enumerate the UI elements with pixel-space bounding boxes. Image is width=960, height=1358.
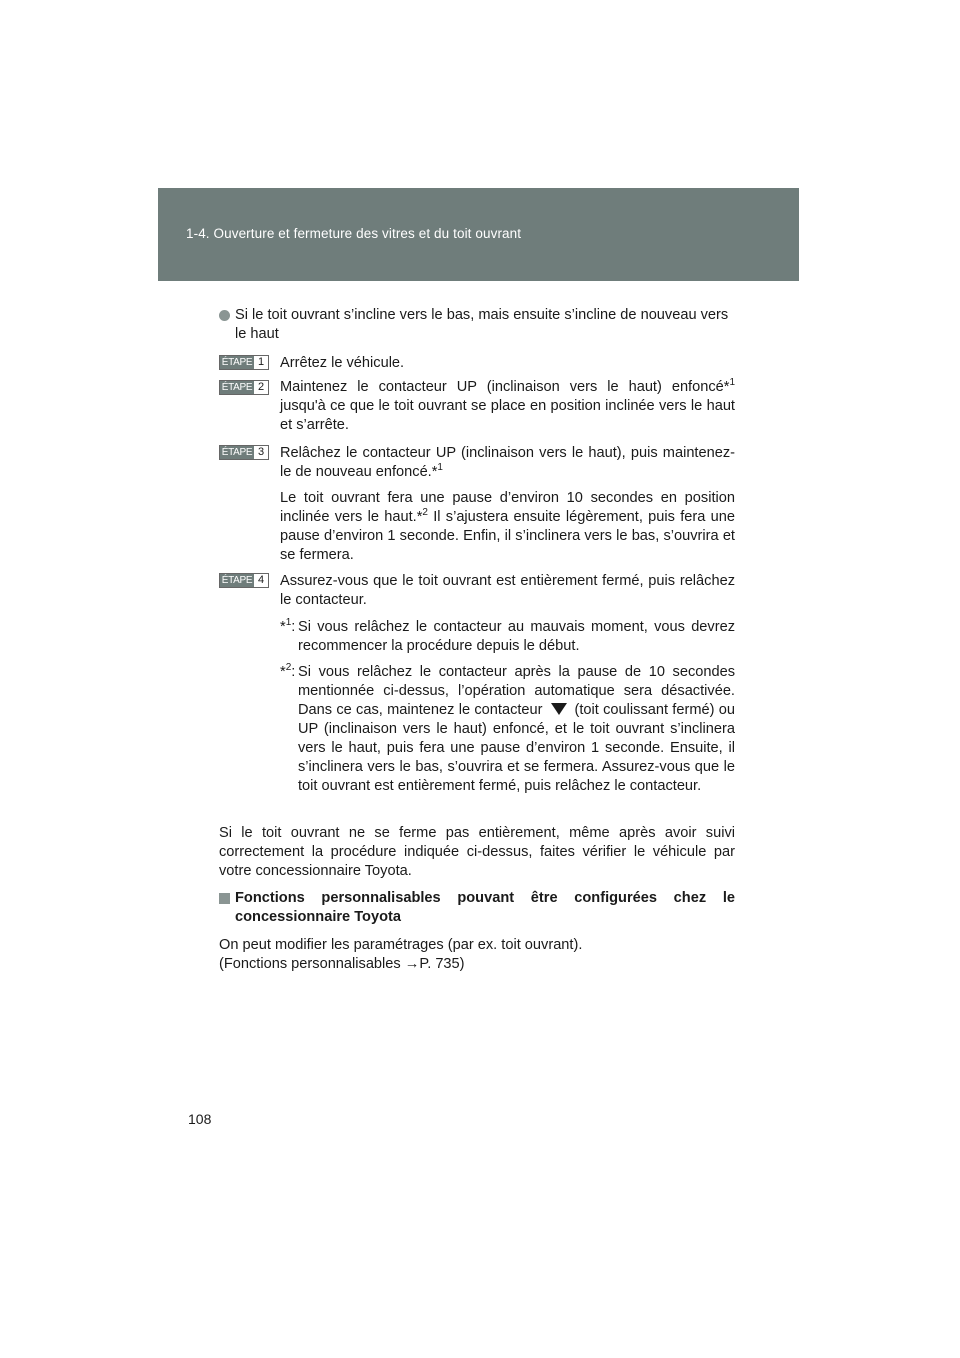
section-title: 1-4. Ouverture et fermeture des vitres et du toit ouvrant <box>186 226 522 241</box>
square-bullet-icon <box>219 893 230 904</box>
circle-bullet-icon <box>219 310 230 321</box>
section-header <box>158 188 799 281</box>
step-text: Maintenez le contacteur UP (inclinaison vers le haut) enfoncé*$^1$ jusqu'à ce que le toit ouvrant se place en position inclinée vers le haut et s’arrête. <box>280 377 735 433</box>
step-number: 1 <box>254 356 268 369</box>
step-badge <box>219 445 269 460</box>
step-text: Assurez-vous que le toit ouvrant est entièrement fermé, puis relâchez le contacteur. <box>280 573 735 608</box>
step-number: 4 <box>254 574 268 587</box>
step-number: 3 <box>254 446 268 459</box>
step-badge <box>219 355 269 370</box>
section-heading: Fonctions personnalisables pouvant être configurées chez le concessionnaire Toyota <box>235 890 735 925</box>
step-detail: Le toit ouvrant fera une pause d’environ 10 secondes en position inclinée vers le haut.*$^2$ Il s’ajustera ensuite légèrement, puis fera une pause d’environ 1 seconde. Enfin, il s’inclinera vers le bas, s’ouvrira et se fermera. <box>280 490 735 563</box>
note-paragraph: Si le toit ouvrant ne se ferme pas entièrement, même après avoir suivi correctement la procédure indiquée ci-dessus, faites vérifier le véhicule par votre concessionnaire Toyota. <box>219 825 735 879</box>
step-text: Relâchez le contacteur UP (inclinaison vers le haut), puis maintenez-le de nouveau enfoncé.*$^1$ <box>280 445 735 480</box>
step-badge <box>219 380 269 395</box>
page-number: 108 <box>188 1111 212 1127</box>
bullet-title: Si le toit ouvrant s’incline vers le bas, mais ensuite s’incline de nouveau vers le haut <box>235 307 729 342</box>
section-line-2: (Fonctions personnalisables →P. 735) <box>219 956 465 972</box>
step-label: ÉTAPE <box>221 382 253 393</box>
down-triangle-icon <box>551 703 567 715</box>
step-label: ÉTAPE <box>221 447 253 458</box>
step-text: Arrêtez le véhicule. <box>280 355 405 371</box>
footnote-text: Si vous relâchez le contacteur au mauvais moment, vous devrez recommencer la procédure depuis le début. <box>298 619 735 654</box>
footnote-mark: *$^2$: <box>280 662 296 680</box>
step-label: ÉTAPE <box>221 357 253 368</box>
footnote-text: Si vous relâchez le contacteur après la pause de 10 secondes mentionnée ci-dessus, l’opération automatique sera désactivée. Dans ce cas, maintenez le contacteur (toit coulissant fermé) ou UP (inclinaison vers le haut) enfoncé, et le toit ouvrant s’inclinera vers le haut, puis fera une pause d’environ 1 seconde. Ensuite, il s’inclinera vers le bas, s’ouvrira et se fermera. Assurez-vous que le toit ouvrant est entièrement fermé, puis relâchez le contacteur. <box>298 664 735 794</box>
footnote-mark: *$^1$: <box>280 617 296 635</box>
section-line-1: On peut modifier les paramétrages (par ex. toit ouvrant). <box>219 937 583 953</box>
step-number: 2 <box>254 381 268 394</box>
step-badge <box>219 573 269 588</box>
step-label: ÉTAPE <box>221 575 253 586</box>
